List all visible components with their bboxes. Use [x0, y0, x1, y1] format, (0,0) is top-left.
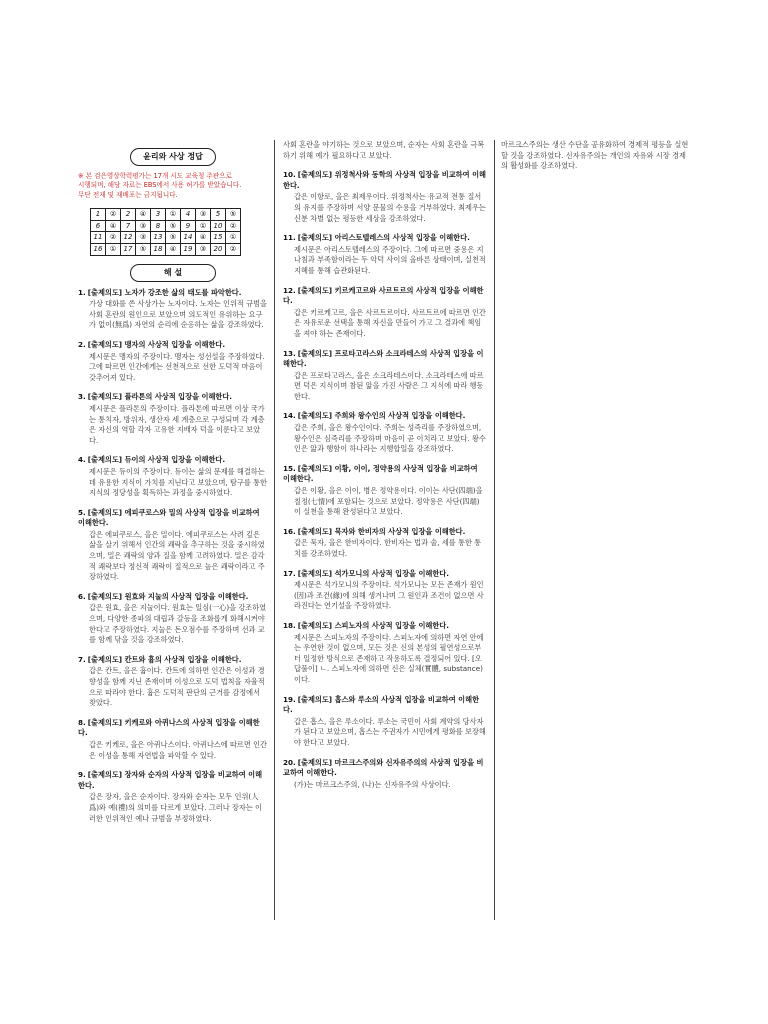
- question-number: 9: [181, 220, 196, 232]
- item-text: 사회 혼란을 야기하는 것으로 보았으며, 순자는 사회 혼란을 극복하기 위해 예가 필요하다고 보았다.: [283, 140, 485, 160]
- item-heading: [283, 621, 486, 632]
- explanation-item: [283, 170, 486, 224]
- item-number: 2.: [78, 339, 86, 349]
- answer-choice: ④: [106, 220, 121, 232]
- explanation-item: [283, 758, 486, 791]
- item-text: 갑은 장자, 을은 순자이다. 장자와 순자는 모두 인위(人爲)와 예(禮)의 의미를 다르게 보았다. 그러나 장자는 이러한 인위적인 예나 규범을 부정하였다.: [89, 792, 262, 823]
- question-number: 19: [181, 244, 196, 256]
- item-heading-text: [출제의도] 홉스와 루소의 사상적 입장을 비교하여 이해한다.: [283, 694, 480, 715]
- item-text: 마르크스주의는 생산 수단을 공유화하여 경제적 평등을 실현할 것을 강조하였다. 신자유주의는 개인의 자유와 시장 경제의 활성화를 강조하였다.: [501, 140, 689, 171]
- column-2: [283, 140, 486, 799]
- column-3: [501, 140, 691, 181]
- item-heading: [78, 340, 268, 351]
- column-1: [78, 140, 268, 833]
- question-number: 11: [91, 232, 106, 244]
- item-heading: [78, 655, 268, 666]
- explanation-item: [283, 233, 486, 276]
- item-text: 가상 대화를 쓴 사상가는 노자이다. 노자는 인위적 규범을 사회 혼란의 원인으로 보았으며 의도적인 유위하는 요구가 없이(無爲) 자연의 순리에 순응하는 삶을 강조하였다.: [89, 299, 267, 330]
- answer-choice: ①: [106, 244, 121, 256]
- item-number: 20.: [283, 757, 296, 767]
- explanation-item: [283, 286, 486, 340]
- item-text: 갑은 키케로, 을은 아퀴나스이다. 아퀴나스에 따르면 인간은 이성을 통해 자연법을 파악할 수 있다.: [89, 739, 267, 760]
- item-heading: [78, 455, 268, 466]
- item-text: 갑은 에피쿠로스, 을은 밀이다. 에피쿠로스는 사려 깊은 삶을 살기 위해서 인간의 쾌락을 추구하는 것을 중시하였으며, 밀은 쾌락의 양과 질을 함께 고려하였다. 밀은 감각적 쾌락보다 정신적 쾌락이 질적으로 높은 쾌락이라고 주장하였다.: [89, 529, 265, 582]
- answer-choice: ⑤: [226, 209, 241, 221]
- item-heading-text: [출제의도] 묵자와 한비자의 사상적 입장을 이해한다.: [297, 526, 466, 536]
- item-number: 4.: [78, 455, 86, 465]
- explanation-item: [78, 770, 268, 824]
- notice-line: 무단 전재 및 재배포는 금지됩니다.: [78, 190, 178, 199]
- explanation-item: [78, 508, 268, 583]
- item-heading: [283, 349, 486, 370]
- item-heading-text: [출제의도] 스피노자의 사상적 입장을 이해한다.: [297, 620, 449, 630]
- item-heading: [78, 718, 268, 739]
- answer-row: [91, 244, 241, 256]
- item-text: 갑은 프로타고라스, 을은 소크라테스이다. 소크라테스에 따르면 덕은 지식이며 참된 앎을 가진 사람은 그 지식에 따라 행동한다.: [294, 370, 484, 401]
- item-heading-text: [출제의도] 듀이의 사상적 입장을 이해한다.: [87, 455, 226, 465]
- answer-choice: ⑤: [166, 220, 181, 232]
- explanation-item: [78, 288, 268, 331]
- explanation-title: 해 설: [130, 264, 216, 282]
- item-heading-text: [출제의도] 주희와 왕수인의 사상적 입장을 이해한다.: [297, 411, 466, 421]
- answer-choice: ②: [226, 244, 241, 256]
- item-heading-text: [출제의도] 에피쿠로스와 밀의 사상적 입장을 비교하여 이해한다.: [78, 507, 260, 528]
- explanation-item: [78, 592, 268, 646]
- item-heading: [283, 411, 486, 422]
- question-number: 20: [211, 244, 226, 256]
- explanation-item: [501, 140, 691, 172]
- question-number: 15: [211, 232, 226, 244]
- item-number: 5.: [78, 507, 86, 517]
- question-number: 8: [151, 220, 166, 232]
- item-number: 7.: [78, 654, 86, 664]
- item-text: 갑은 칸트, 을은 흄이다. 칸트에 의하면 인간은 이성과 경향성을 함께 지닌 존재이며 이성으로 도덕 법칙을 자율적으로 따라야 한다. 흄은 도덕적 판단의 근거를 감정에서 찾았다.: [89, 666, 265, 708]
- item-text: 갑은 이항로, 을은 최제우이다. 위정척사는 유교적 전통 질서의 유지를 주장하며 서양 문물의 수용을 거부하였다. 최제우는 신분 차별 없는 평등한 세상을 강조하였다.: [294, 192, 486, 223]
- item-number: 9.: [78, 770, 86, 780]
- question-number: 1: [91, 209, 106, 221]
- item-text: 제시문은 석가모니의 주장이다. 석가모니는 모든 존재가 원인(因)과 조건(緣)에 의해 생겨나며 그 원인과 조건이 없으면 사라진다는 연기설을 주장하였다.: [294, 580, 484, 611]
- item-number: 1.: [78, 287, 86, 297]
- item-text: 제시문은 스피노자의 주장이다. 스피노자에 의하면 자연 안에는 우연한 것이 없으며, 모든 것은 신의 본성의 필연성으로부터 일정한 방식으로 존재하고 작용하도록 결정되어 있다. [오답풀이] ㄴ. 스피노자에 의하면 신은 실체(實體, substance)이다.: [294, 632, 484, 684]
- explanation-item: [283, 411, 486, 454]
- question-number: 2: [121, 209, 136, 221]
- explanation-item: [78, 655, 268, 709]
- item-text: 갑은 이황, 을은 이이, 병은 정약용이다. 이이는 사단(四端)을 칠정(七情)에 포함되는 것으로 보았다. 정약용은 사단(四端)이 실천을 통해 완성된다고 보았다.: [294, 486, 483, 517]
- item-text: 갑은 키르케고르, 을은 사르트르이다. 사르트르에 따르면 인간은 자유로운 선택을 통해 자신을 만들어 가고 그 결과에 책임을 져야 하는 존재이다.: [294, 307, 486, 338]
- item-heading-text: [출제의도] 장자와 순자의 사상적 입장을 비교하여 이해한다.: [78, 770, 263, 790]
- item-heading: [283, 527, 486, 538]
- answer-choice: ④: [136, 209, 151, 221]
- item-heading-text: [출제의도] 키케로와 아퀴나스의 사상적 입장을 이해한다.: [78, 717, 260, 738]
- item-heading: [283, 464, 486, 485]
- explanation-list-3: [501, 140, 691, 172]
- question-number: 13: [151, 232, 166, 244]
- answer-choice: ②: [106, 209, 121, 221]
- answer-choice: ③: [136, 220, 151, 232]
- question-number: 17: [121, 244, 136, 256]
- notice-line: 시행되며, 해당 자료는 EBS에서 사용 허가를 받았습니다.: [78, 181, 242, 190]
- explanation-list-2: [283, 140, 486, 790]
- answer-row: [91, 232, 241, 244]
- column-divider-1: [274, 140, 275, 920]
- answer-row: [91, 220, 241, 232]
- question-number: 10: [211, 220, 226, 232]
- item-heading: [283, 286, 486, 307]
- item-text: 갑은 묵자, 을은 한비자이다. 한비자는 법과 술, 세를 통한 통치를 강조하였다.: [294, 538, 482, 558]
- question-number: 5: [211, 209, 226, 221]
- item-number: 12.: [283, 285, 296, 295]
- explanation-item: [78, 455, 268, 498]
- item-heading-text: [출제의도] 이황, 이이, 정약용의 사상적 입장을 비교하여 이해한다.: [283, 463, 478, 484]
- item-heading-text: [출제의도] 석가모니의 사상적 입장을 이해한다.: [297, 568, 449, 578]
- item-number: 14.: [283, 411, 296, 421]
- question-number: 14: [181, 232, 196, 244]
- item-heading: [78, 770, 268, 791]
- notice-line: ※ 본 검은영상학력평가는 17개 시도 교육청 주관으로: [78, 172, 232, 180]
- item-heading: [283, 695, 486, 716]
- item-heading: [283, 569, 486, 580]
- answer-choice: ④: [166, 244, 181, 256]
- item-heading-text: [출제의도] 칸트와 흄의 사상적 입장을 이해한다.: [87, 654, 242, 664]
- item-number: 13.: [283, 348, 296, 358]
- answer-row: [91, 209, 241, 221]
- question-number: 16: [91, 244, 106, 256]
- item-heading-text: [출제의도] 프로타고라스와 소크라테스의 사상적 입장을 이해한다.: [283, 348, 484, 369]
- item-number: 11.: [283, 233, 296, 243]
- answer-choice: ③: [196, 244, 211, 256]
- item-number: 3.: [78, 392, 86, 402]
- item-text: 제시문은 플라톤의 주장이다. 플라톤에 따르면 이상 국가는 통치자, 방위자, 생산자 세 계층으로 구성되며 각 계층은 자신의 역할 각자 고유한 지배자 덕을 이룬다고 보았다.: [89, 403, 265, 445]
- item-heading-text: [출제의도] 아리스토텔레스의 사상적 입장을 이해한다.: [297, 233, 470, 243]
- item-number: 6.: [78, 591, 86, 601]
- answer-choice: ①: [166, 209, 181, 221]
- notice: [78, 172, 268, 200]
- question-number: 6: [91, 220, 106, 232]
- explanation-item: [283, 569, 486, 612]
- answer-choice: ⑤: [166, 232, 181, 244]
- item-heading-text: [출제의도] 키르케고르와 사르트르의 사상적 입장을 이해한다.: [283, 285, 484, 306]
- explanation-list-1: [78, 288, 268, 825]
- item-number: 15.: [283, 463, 296, 473]
- explanation-item: [283, 527, 486, 560]
- item-heading-text: [출제의도] 맹자의 사상적 입장을 이해한다.: [87, 339, 226, 349]
- explanation-item: [283, 349, 486, 403]
- item-number: 8.: [78, 717, 86, 727]
- item-heading: [283, 758, 486, 779]
- explanation-item: [283, 140, 486, 161]
- item-heading: [78, 288, 268, 299]
- answer-choice: ①: [196, 220, 211, 232]
- column-divider-2: [494, 140, 495, 920]
- item-heading-text: [출제의도] 플라톤의 사상적 입장을 이해한다.: [87, 392, 233, 402]
- item-number: 10.: [283, 170, 296, 180]
- item-text: 갑은 주희, 을은 왕수인이다. 주희는 성즉리를 주장하였으며, 왕수인은 심즉리를 주장하며 마음이 곧 이치라고 보았다. 왕수인은 앎과 행함이 하나라는 지행합일을 강조하였다.: [294, 423, 486, 454]
- item-text: 제시문은 듀이의 주장이다. 듀이는 삶의 문제를 해결하는 데 유용한 지식이 가치를 지닌다고 보았으며, 탐구를 통한 지식의 정당성을 획득하는 과정을 중시하였다.: [89, 466, 267, 498]
- question-number: 4: [181, 209, 196, 221]
- explanation-item: [283, 621, 486, 686]
- question-number: 12: [121, 232, 136, 244]
- answer-choice: ④: [196, 232, 211, 244]
- item-heading-text: [출제의도] 마르크스주의와 신자유주의의 사상적 입장을 비교하여 이해한다.: [283, 757, 484, 778]
- item-heading-text: [출제의도] 원효와 지눌의 사상적 입장을 이해한다.: [87, 591, 249, 601]
- item-text: 제시문은 맹자의 주장이다. 맹자는 성선설을 주장하였다. 그에 따르면 인간에게는 선천적으로 선한 도덕적 마음이 갖추어져 있다.: [89, 351, 265, 382]
- answer-choice: ②: [106, 232, 121, 244]
- item-heading: [78, 392, 268, 403]
- answer-choice: ⑤: [136, 244, 151, 256]
- explanation-item: [283, 695, 486, 749]
- question-number: 18: [151, 244, 166, 256]
- item-number: 17.: [283, 568, 296, 578]
- item-heading: [283, 170, 486, 191]
- item-text: (가)는 마르크스주의, (나)는 신자유주의 사상이다.: [294, 779, 451, 789]
- item-heading: [78, 508, 268, 529]
- item-number: 19.: [283, 694, 296, 704]
- answer-title: 윤리와 사상 정답: [130, 148, 216, 166]
- explanation-item: [78, 340, 268, 383]
- question-number: 3: [151, 209, 166, 221]
- answer-choice: ①: [226, 232, 241, 244]
- item-heading-text: [출제의도] 노자가 강조한 삶의 태도를 파악한다.: [87, 287, 242, 297]
- item-text: 제시문은 아리스토텔레스의 주장이다. 그에 따르면 중용은 지나침과 부족함이라는 두 악덕 사이의 올바른 상태이며, 실천적 지혜를 통해 습관화된다.: [294, 244, 486, 275]
- item-text: 갑은 홉스, 을은 루소이다. 루소는 국민이 사회 계약의 당사자가 된다고 보았으며, 홉스는 주권자가 시민에게 평화를 보장해야 한다고 보았다.: [294, 716, 486, 747]
- item-number: 16.: [283, 526, 296, 536]
- item-text: 갑은 원효, 을은 지눌이다. 원효는 일심(一心)을 강조하였으며, 다양한 종파의 대립과 갈등을 조화롭게 화해시켜야 한다고 주장하였다. 지눌은 돈오점수를 주장하며 선과 교를 함께 닦을 것을 강조하였다.: [89, 603, 267, 645]
- item-number: 18.: [283, 620, 296, 630]
- answer-choice: ③: [196, 209, 211, 221]
- item-heading: [283, 233, 486, 244]
- explanation-item: [78, 392, 268, 446]
- explanation-item: [283, 464, 486, 518]
- answer-choice: ②: [226, 220, 241, 232]
- answer-table: [90, 208, 241, 255]
- explanation-item: [78, 718, 268, 761]
- answer-choice: ③: [136, 232, 151, 244]
- item-heading-text: [출제의도] 위정척사와 동학의 사상적 입장을 비교하여 이해한다.: [283, 170, 486, 190]
- item-heading: [78, 592, 268, 603]
- question-number: 7: [121, 220, 136, 232]
